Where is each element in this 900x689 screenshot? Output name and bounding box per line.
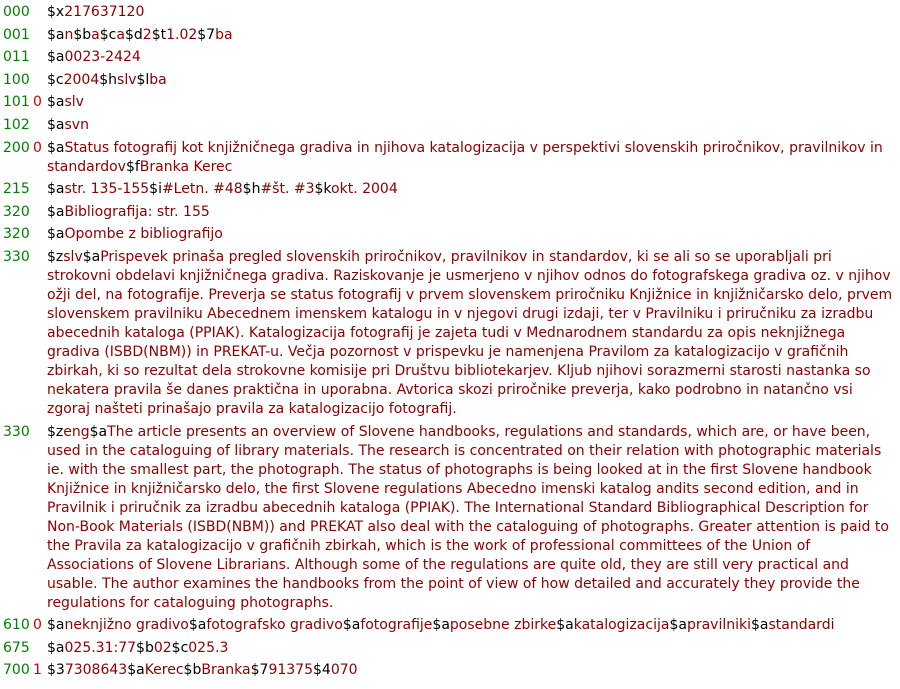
field-indicator <box>33 26 47 45</box>
subfield-value: slv <box>64 94 84 111</box>
field-content <box>47 248 900 419</box>
subfield-value: fotografsko gradivo <box>206 617 343 634</box>
subfield-value: slv <box>117 71 137 88</box>
subfield-value: standardi <box>768 617 835 634</box>
field-content <box>47 116 900 135</box>
field-row <box>0 639 900 658</box>
field-row <box>0 248 900 419</box>
field-indicator <box>33 116 47 135</box>
field-content <box>47 225 900 244</box>
field-tag: 320 <box>3 226 30 243</box>
field-indicator: 0 <box>33 617 42 634</box>
field-row <box>0 661 900 680</box>
subfield-code: $k <box>314 181 332 198</box>
field-indicator: 0 <box>33 139 42 156</box>
field-indicator <box>33 639 47 658</box>
field-indicator <box>33 180 47 199</box>
subfield-code: $i <box>149 181 162 198</box>
subfield-code: $z <box>47 423 64 440</box>
subfield-code: $c <box>99 26 117 43</box>
subfield-value: Status fotografij kot knjižničnega gradiva in njihova katalogizacija v perspektivi slovenskih priročnikov, pravilnikov in standardov <box>47 139 883 175</box>
subfield-code: $a <box>47 203 65 220</box>
field-tag: 610 <box>3 617 30 634</box>
subfield-code: $a <box>47 94 65 111</box>
subfield-value: Bibliografija: str. 155 <box>64 203 210 220</box>
subfield-value: 7308643 <box>64 662 128 679</box>
subfield-code: $a <box>669 617 687 634</box>
field-row <box>0 225 900 244</box>
field-content <box>47 661 900 680</box>
field-indicator <box>33 3 47 22</box>
subfield-code: $a <box>47 49 65 66</box>
subfield-code: $h <box>99 71 118 88</box>
field-row <box>0 71 900 90</box>
field-content <box>47 639 900 658</box>
subfield-value: 2004 <box>63 71 100 88</box>
field-row <box>0 616 900 635</box>
subfield-code: $t <box>151 26 167 43</box>
field-content <box>47 423 900 613</box>
subfield-value: 025.31:77 <box>64 639 137 656</box>
field-tag: 320 <box>3 203 30 220</box>
subfield-code: $a <box>432 617 450 634</box>
subfield-value: slv <box>63 248 83 265</box>
subfield-value: a <box>91 26 100 43</box>
field-tag: 330 <box>3 423 30 440</box>
field-tag: 011 <box>3 49 30 66</box>
subfield-code: $a <box>47 226 65 243</box>
field-tag: 101 <box>3 94 30 111</box>
field-row <box>0 116 900 135</box>
field-row <box>0 423 900 613</box>
subfield-code: $b <box>183 662 202 679</box>
subfield-code: $a <box>89 423 108 440</box>
subfield-value: str. 135-155 <box>64 181 150 198</box>
subfield-code: $a <box>47 139 65 156</box>
subfield-code: $b <box>73 26 92 43</box>
field-row <box>0 203 900 222</box>
field-content <box>47 48 900 67</box>
subfield-value: neknjižno gradivo <box>64 617 189 634</box>
field-content <box>47 3 900 22</box>
subfield-code: $b <box>136 639 154 656</box>
subfield-code: $a <box>47 639 65 656</box>
field-row <box>0 139 900 177</box>
subfield-code: $a <box>342 617 361 634</box>
field-indicator <box>33 203 47 222</box>
field-tag: 000 <box>3 4 30 20</box>
field-row <box>0 26 900 45</box>
field-row <box>0 180 900 199</box>
subfield-value: 025.3 <box>188 639 229 656</box>
subfield-code: $a <box>47 617 65 634</box>
field-content <box>47 180 900 199</box>
subfield-value: 1.02 <box>166 26 198 43</box>
subfield-code: $a <box>127 662 145 679</box>
field-content <box>47 26 900 45</box>
subfield-value: okt. 2004 <box>331 181 398 198</box>
subfield-value: katalogizacija <box>573 617 670 634</box>
subfield-value: posebne zbirke <box>449 617 557 634</box>
subfield-value: ba <box>215 26 233 43</box>
subfield-code: $l <box>136 71 150 88</box>
subfield-value: svn <box>64 116 89 133</box>
field-tag: 100 <box>3 71 30 88</box>
field-row <box>0 93 900 112</box>
field-tag: 001 <box>3 26 30 43</box>
field-indicator <box>33 248 47 419</box>
subfield-value: eng <box>63 423 90 440</box>
subfield-code: $a <box>750 617 769 634</box>
subfield-code: $3 <box>47 662 65 679</box>
subfield-value: 070 <box>330 662 358 679</box>
field-tag: 215 <box>3 181 30 198</box>
subfield-code: $c <box>171 639 189 656</box>
field-indicator <box>33 423 47 613</box>
subfield-value: Kerec <box>144 662 184 679</box>
field-content <box>47 139 900 177</box>
subfield-value: a <box>116 26 125 43</box>
subfield-value: pravilniki <box>686 617 751 634</box>
subfield-code: $4 <box>312 662 331 679</box>
subfield-value: Opombe z bibliografijo <box>64 226 223 243</box>
subfield-code: $z <box>47 248 64 265</box>
subfield-value: fotografije <box>360 617 433 634</box>
subfield-value: Branka <box>201 662 251 679</box>
subfield-code: $a <box>82 248 101 265</box>
field-content <box>47 93 900 112</box>
subfield-value: Branka Kerec <box>139 158 233 175</box>
subfield-value: #Letn. #48 <box>161 181 243 198</box>
field-indicator <box>33 71 47 90</box>
field-tag: 675 <box>3 639 30 656</box>
field-tag: 200 <box>3 139 30 156</box>
subfield-code: $a <box>47 116 65 133</box>
field-indicator <box>33 48 47 67</box>
subfield-value: #št. #3 <box>260 181 315 198</box>
field-row <box>0 48 900 67</box>
subfield-code: $7 <box>250 662 269 679</box>
field-indicator: 1 <box>33 662 42 679</box>
field-content <box>47 616 900 635</box>
subfield-value: The article presents an overview of Slovene handbooks, regulations and standards, which are, or have been, used in the cataloguing of library materials. The research is concentrated on their relation with photographic materials ie. with the smallest part, the photograph. The status of photographs is being looked at in the first Slovene handbook Knjižnice in knjižničarsko delo, the first Slovene regulations Abecedno imenski katalog andits second edition, and in Pravilnik i priručnik za izradbu abecednih kataloga (PPIAK). The International Standard Bibliographical Description for Non-Book Materials (ISBD(NBM)) and PREKAT also deal with the cataloguing of photographs. Greater attention is paid to the Pravila za katalogizacijo v grafičnih zbirkah, which is the work of professional committees of the Union of Associations of Slovene Librarians. Although some of the regulations are quite old, they are still very practical and usable. The author examines the handbooks from the point of view of how detailed and accurately they provide the regulations for cataloguing photographs. <box>47 423 889 611</box>
subfield-code: $h <box>242 181 261 198</box>
subfield-value: Prispevek prinaša pregled slovenskih priročnikov, pravilnikov in standardov, ki se ali so se uporabljali pri strokovni obdelavi knjižničnega gradiva. Raziskovanje je usmerjeno v njihov odnos do fotografskega gradiva oz. v njihov ožji del, na fotografije. Preverja se status fotografij v prvem slovenskem priročniku Knjižnice in knjižničarsko delo, prvem slovenskem pravilniku Abecednem imenskem katalogu in v njegovi drugi izdaji, ter v Pravilniku i priručniku za izradbu abecednih kataloga (PPIAK). Katalogizacija fotografij je zajeta tudi v Mednarodnem standardu za opis neknjižnega gradiva (ISBD(NBM)) in PREKAT-u. Večja pozornost v prispevku je namenjena Pravilom za katalogizacijo v grafičnih zbirkah, ki so rezultat dela strokovne komisije pri Društvu bibliotekarjev. Kljub njihovi sorazmerni starosti nastanka so nekatera pravila še danes praktična in uporabna. Avtorica skozi priročnike preverja, kako podrobno in natančno vsi zgoraj našteti prinašajo pravila za katalogizacijo fotografij. <box>47 248 893 417</box>
subfield-value: 2 <box>142 26 152 43</box>
field-content <box>47 71 900 90</box>
subfield-code: $a <box>556 617 574 634</box>
subfield-value: n <box>64 26 74 43</box>
subfield-value: ba <box>149 71 167 88</box>
subfield-value: 0023-2424 <box>64 49 141 66</box>
subfield-code: $a <box>47 181 65 198</box>
field-tag: 330 <box>3 248 30 265</box>
subfield-code: $a <box>188 617 207 634</box>
field-tag: 700 <box>3 662 30 679</box>
field-tag: 102 <box>3 116 30 133</box>
field-indicator: 0 <box>33 94 42 111</box>
field-indicator <box>33 225 47 244</box>
subfield-value: 217637120 <box>64 4 145 20</box>
field-content <box>47 203 900 222</box>
subfield-code: $c <box>47 71 64 88</box>
field-row <box>0 3 900 22</box>
subfield-code: $x <box>47 4 65 20</box>
subfield-value: 91375 <box>268 662 313 679</box>
subfield-code: $7 <box>197 26 216 43</box>
subfield-value: 02 <box>153 639 172 656</box>
subfield-code: $f <box>125 158 140 175</box>
subfield-code: $d <box>124 26 143 43</box>
subfield-code: $a <box>47 26 65 43</box>
